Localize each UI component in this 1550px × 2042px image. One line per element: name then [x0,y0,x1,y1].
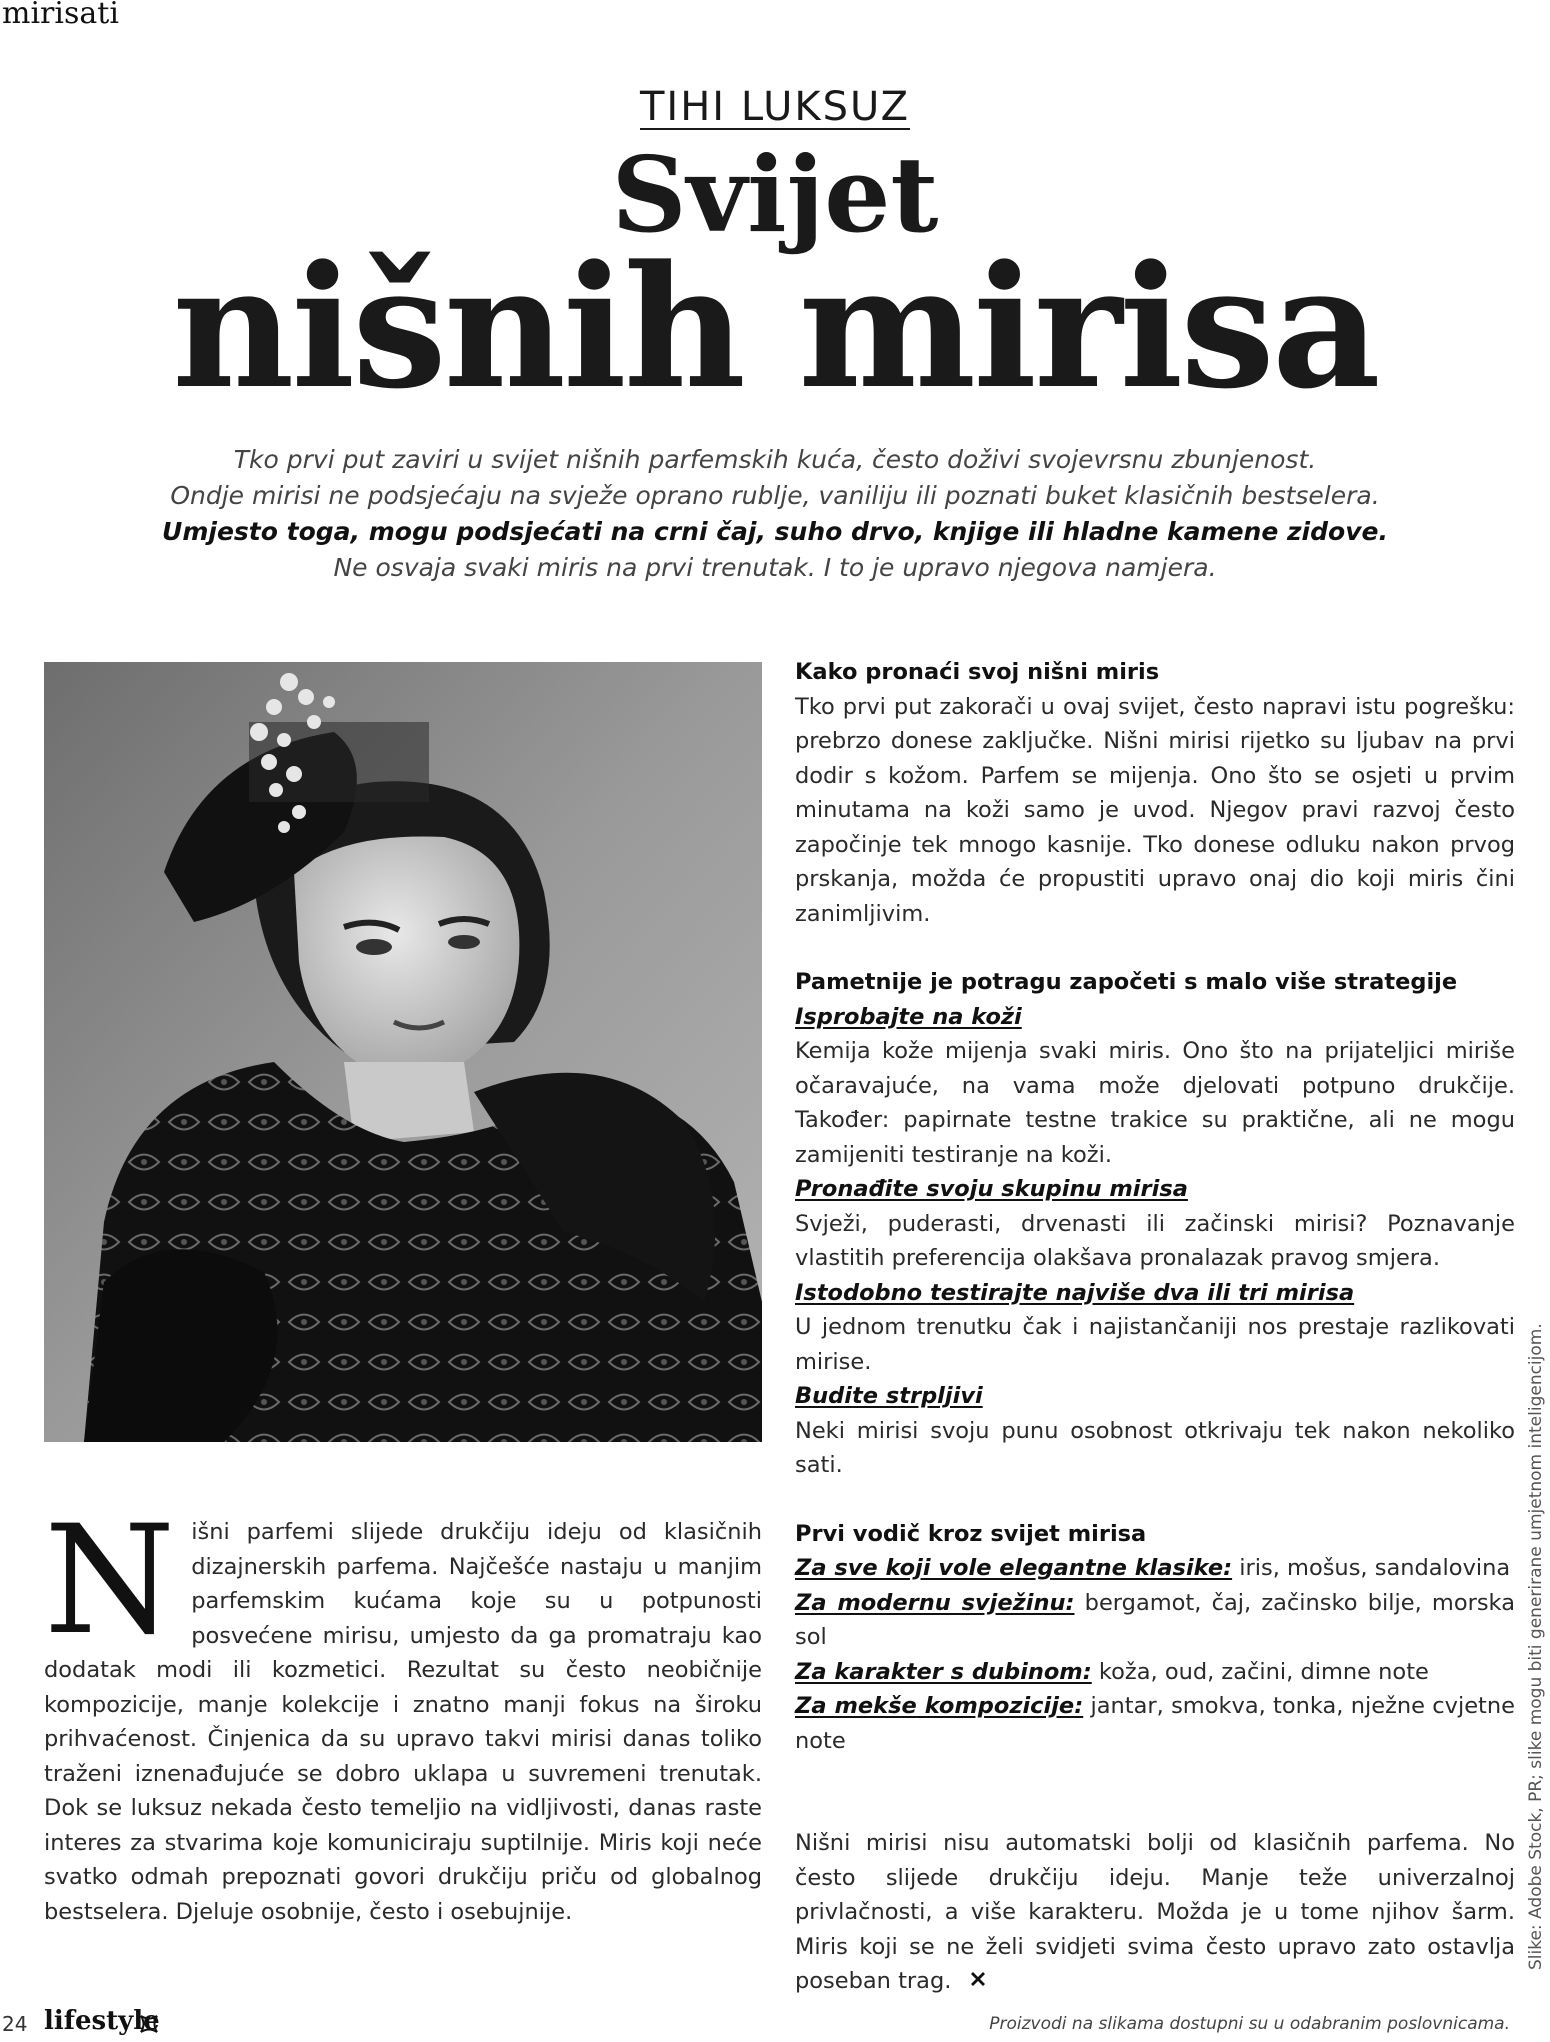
kicker: TIHI LUKSUZ [640,84,910,130]
page-number: 24 [2,2012,28,2036]
lead-paragraph [0,442,1550,586]
footer-note: Proizvodi na slikama dostupni su u odabranim poslovnicama. [989,2014,1510,2034]
title-line-2: nišnih mirisa [172,228,1378,426]
section-3-heading: Prvi vodič kroz svijet mirisa [795,1520,1147,1547]
fashion-photo [44,662,762,1442]
tip-text: Kemija kože mijenja svaki miris. Ono što na prijateljici miriše očaravajuće, na vama može djelovati potpuno drukčije. Također: papirnate testne trakice su praktične, ali ne mogu zamijeniti testiranje na koži. [795,1038,1515,1168]
tip-title: Istodobno testirajte najviše dva ili tri mirisa [795,1279,1355,1306]
tip-title: Budite strpljivi [795,1383,983,1409]
guide-notes: koža, oud, začini, dimne note [1091,1658,1429,1685]
lead-line-2: Ondje mirisi ne podsjećaju na svježe oprano rublje, vaniliju ili poznati buket klasičnih bestselera. [170,481,1380,510]
closing-text: Nišni mirisi nisu automatski bolji od klasičnih parfema. No često slijede drukčiju ideju. Manje teže univerzalnoj privlačnosti, a više karakteru. Možda je u tome njihov šarm. Miris koji se ne želi svidjeti svima često upravo zato ostavlja poseban trag. [795,1830,1515,1994]
guide-item [795,1586,1515,1655]
section-1-text: Tko prvi put zakorači u ovaj svijet, često napravi istu pogrešku: prebrzo donese zaključke. Nišni mirisi rijetko su ljubav na prvi dodir s kožom. Parfem se mijenja. Ono što se osjeti u prvim minutama na koži samo je uvod. Njegov pravi razvoj često započinje tek mnogo kasnije. Tko donese odluku nakon prvog prskanja, možda će propustiti upravo onaj dio koji miris čini zanimljivim. [795,693,1515,927]
tip-text: U jednom trenutku čak i najistančaniji nos prestaje razlikovati mirise. [795,1314,1515,1375]
guide-notes: iris, mošus, sandalovina [1232,1555,1511,1581]
magazine-name: lifestyle [44,2006,160,2036]
section-tag: mirisati [2,0,119,31]
section-1-heading: Kako pronaći svoj nišni miris [795,659,1160,685]
guide-label: Za modernu svježinu: [795,1589,1075,1616]
end-mark-icon [969,1965,987,2000]
intro-body [44,1494,762,1929]
lead-line-3: Umjesto toga, mogu podsjećati na crni čaj, suho drvo, knjige ili hladne kamene zidove. [162,517,1388,546]
lead-line-1: Tko prvi put zaviri u svijet nišnih parfemskih kuća, često doživi svojevrsnu zbunjenost. [233,445,1317,474]
guide-notes: bergamot, čaj, začinsko bilje, morska sol [795,1589,1515,1650]
section-2-heading: Pametnije je potragu započeti s malo više strategije [795,969,1458,995]
guide-label: Za sve koji vole elegantne klasike: [795,1555,1233,1581]
guide-item [795,1551,1515,1586]
guide-label: Za mekše kompozicije: [795,1693,1084,1719]
drop-cap: N [44,1494,176,1668]
lifestyle-logo-icon [138,2013,160,2039]
tip-title: Isprobajte na koži [795,1003,1022,1030]
guide-item [795,1655,1515,1690]
guide-item [795,1689,1515,1758]
sidebar-column [795,655,1515,2000]
tip-title: Pronađite svoju skupinu mirisa [795,1176,1188,1202]
tip-text: Neki mirisi svoju punu osobnost otkrivaju tek nakon nekoliko sati. [795,1417,1515,1478]
closing-paragraph [795,1826,1515,2000]
intro-text: išni parfemi slijede drukčiju ideju od klasičnih dizajnerskih parfema. Najčešće nastaju u manjim parfemskim kućama koje su u potpunosti posvećene mirisu, umjesto da ga promatraju kao dodatak modi ili kozmetici. Rezultat su često neobičnije kompozicije, manje kolekcije i znatno manji fokus na široku prihvaćenost. Činjenica da su upravo takvi mirisi danas toliko traženi iznenađujuće se dobro uklapa u suvremeni trenutak. Dok se luksuz nekada često temeljio na vidljivosti, danas raste interes za stvarima koje komuniciraju suptilnije. Miris koji neće svatko odmah prepoznati govori drukčiju priču od globalnog bestselera. Djeluje osobnije, često i osebujnije. [44,1519,762,1925]
tip-text: Svježi, puderasti, drvenasti ili začinski mirisi? Poznavanje vlastitih preferencija olakšava pronalazak pravog smjera. [795,1210,1515,1271]
guide-label: Za karakter s dubinom: [795,1658,1092,1685]
title-line-1: Svijet [611,133,939,256]
guide-notes: jantar, smokva, tonka, nježne cvjetne note [795,1693,1515,1754]
lead-line-4: Ne osvaja svaki miris na prvi trenutak. I to je upravo njegova namjera. [333,553,1217,582]
model-illustration [44,662,762,1442]
photo-credit: Slike: Adobe Stock, PR; slike mogu biti generirane umjetnom inteligencijom. [1526,1323,1546,1970]
